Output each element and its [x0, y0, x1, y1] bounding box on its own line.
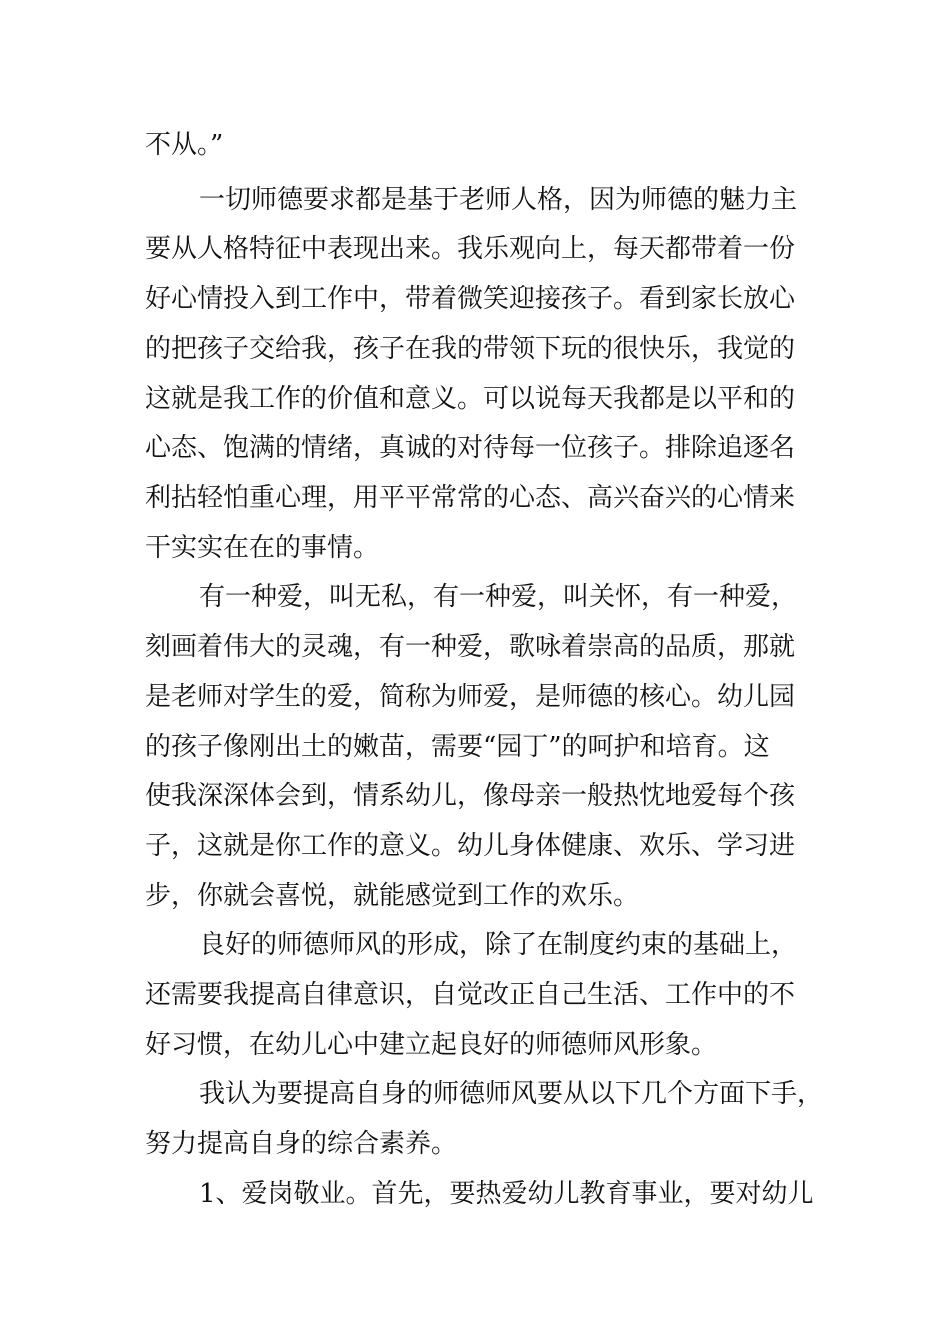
text-line: 步，你就会喜悦，就能感觉到工作的欢乐。 [145, 881, 640, 911]
text-line: 刻画着伟大的灵魂，有一种爱，歌咏着崇高的品质，那就 [145, 632, 796, 662]
paragraph-first-line: 我认为要提高自身的师德师风要从以下几个方面下手， [199, 1079, 824, 1109]
text-line: 好心情投入到工作中，带着微笑迎接孩子。看到家长放心 [145, 284, 796, 314]
text-line: 心态、饱满的情绪，真诚的对待每一位孩子。排除追逐名 [145, 433, 796, 463]
text-line: 干实实在在的事情。 [145, 533, 380, 563]
text-line: 努力提高自身的综合素养。 [145, 1129, 458, 1159]
text-line: 是老师对学生的爱，简称为师爱，是师德的核心。幼儿园 [145, 682, 796, 712]
text-line: 的孩子像刚出土的嫩苗，需要“园丁”的呵护和培育。这 [145, 732, 770, 762]
paragraph-first-line: 有一种爱，叫无私，有一种爱，叫关怀，有一种爱， [199, 582, 798, 612]
text-line: 子，这就是你工作的意义。幼儿身体健康、欢乐、学习进 [145, 831, 796, 861]
paragraph-first-line: 1、爱岗敬业。首先，要热爱幼儿教育事业，要对幼儿 [199, 1179, 814, 1209]
text-line: 这就是我工作的价值和意义。可以说每天我都是以平和的 [145, 384, 796, 414]
text-line: 要从人格特征中表现出来。我乐观向上，每天都带着一份 [145, 234, 796, 264]
text-line: 的把孩子交给我，孩子在我的带领下玩的很快乐，我觉的 [145, 334, 796, 364]
text-line: 利拈轻怕重心理，用平平常常的心态、高兴奋兴的心情来 [145, 483, 796, 513]
text-line: 好习惯，在幼儿心中建立起良好的师德师风形象。 [145, 1030, 718, 1060]
text-line: 使我深深体会到，情系幼儿，像母亲一般热忱地爱每个孩 [145, 781, 796, 811]
text-line: 不从。” [145, 130, 224, 160]
paragraph-first-line: 一切师德要求都是基于老师人格，因为师德的魅力主 [199, 185, 798, 215]
text-line: 还需要我提高自律意识，自觉改正自己生活、工作中的不 [145, 980, 796, 1010]
paragraph-first-line: 良好的师德师风的形成，除了在制度约束的基础上， [199, 930, 798, 960]
